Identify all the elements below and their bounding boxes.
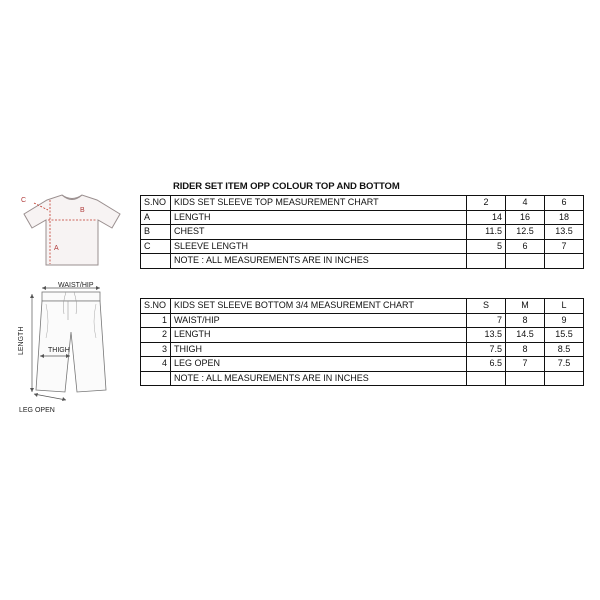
sno-cell: A	[141, 210, 171, 225]
label-cell: THIGH	[171, 342, 467, 357]
header-cell: S.NO	[141, 196, 171, 211]
shorts-diagram	[8, 280, 136, 442]
top-measurement-table	[140, 195, 584, 269]
empty-cell	[141, 254, 171, 269]
table-row	[141, 210, 584, 225]
label-cell: LENGTH	[171, 210, 467, 225]
label-leg-open: LEG OPEN	[19, 407, 55, 414]
header-cell: 4	[506, 196, 545, 211]
table-row	[141, 239, 584, 254]
value-cell: 8	[506, 342, 545, 357]
label-a: A	[54, 245, 59, 252]
label-cell: LEG OPEN	[171, 357, 467, 372]
value-cell: 15.5	[545, 328, 584, 343]
empty-cell	[506, 371, 545, 386]
value-cell: 9	[545, 313, 584, 328]
empty-cell	[506, 254, 545, 269]
label-length: LENGTH	[18, 326, 25, 355]
sno-cell: 1	[141, 313, 171, 328]
table-row	[141, 328, 584, 343]
value-cell: 6.5	[467, 357, 506, 372]
label-cell: LENGTH	[171, 328, 467, 343]
value-cell: 12.5	[506, 225, 545, 240]
header-cell: M	[506, 299, 545, 314]
empty-cell	[545, 254, 584, 269]
table-row	[141, 357, 584, 372]
header-cell: L	[545, 299, 584, 314]
header-cell: 2	[467, 196, 506, 211]
sno-cell: 3	[141, 342, 171, 357]
header-cell: S.NO	[141, 299, 171, 314]
table-row	[141, 225, 584, 240]
header-cell: 6	[545, 196, 584, 211]
tshirt-diagram	[10, 190, 135, 272]
label-cell: SLEEVE LENGTH	[171, 239, 467, 254]
sno-cell: 4	[141, 357, 171, 372]
value-cell: 14	[467, 210, 506, 225]
label-cell: CHEST	[171, 225, 467, 240]
value-cell: 14.5	[506, 328, 545, 343]
sno-cell: C	[141, 239, 171, 254]
value-cell: 7.5	[467, 342, 506, 357]
label-cell: WAIST/HIP	[171, 313, 467, 328]
label-c: C	[21, 197, 27, 204]
empty-cell	[467, 254, 506, 269]
bottom-measurement-table	[140, 298, 584, 386]
label-thigh: THIGH	[48, 347, 70, 354]
value-cell: 13.5	[467, 328, 506, 343]
empty-cell	[141, 371, 171, 386]
chart-title: RIDER SET ITEM OPP COLOUR TOP AND BOTTOM	[173, 181, 400, 192]
sno-cell: B	[141, 225, 171, 240]
header-cell: KIDS SET SLEEVE BOTTOM 3/4 MEASUREMENT CHART	[171, 299, 467, 314]
sno-cell: 2	[141, 328, 171, 343]
value-cell: 7	[545, 239, 584, 254]
value-cell: 6	[506, 239, 545, 254]
empty-cell	[545, 371, 584, 386]
label-b: B	[80, 207, 85, 214]
value-cell: 8.5	[545, 342, 584, 357]
value-cell: 5	[467, 239, 506, 254]
table-row	[141, 342, 584, 357]
value-cell: 11.5	[467, 225, 506, 240]
empty-cell	[467, 371, 506, 386]
table-note-row	[141, 371, 584, 386]
value-cell: 7.5	[545, 357, 584, 372]
table-note-row	[141, 254, 584, 269]
value-cell: 8	[506, 313, 545, 328]
label-waist: WAIST/HIP	[58, 282, 94, 289]
note-cell: NOTE : ALL MEASUREMENTS ARE IN INCHES	[171, 371, 467, 386]
header-cell: S	[467, 299, 506, 314]
value-cell: 7	[467, 313, 506, 328]
value-cell: 13.5	[545, 225, 584, 240]
value-cell: 7	[506, 357, 545, 372]
header-cell: KIDS SET SLEEVE TOP MEASUREMENT CHART	[171, 196, 467, 211]
table-header-row	[141, 299, 584, 314]
value-cell: 16	[506, 210, 545, 225]
value-cell: 18	[545, 210, 584, 225]
note-cell: NOTE : ALL MEASUREMENTS ARE IN INCHES	[171, 254, 467, 269]
table-row	[141, 313, 584, 328]
table-header-row	[141, 196, 584, 211]
